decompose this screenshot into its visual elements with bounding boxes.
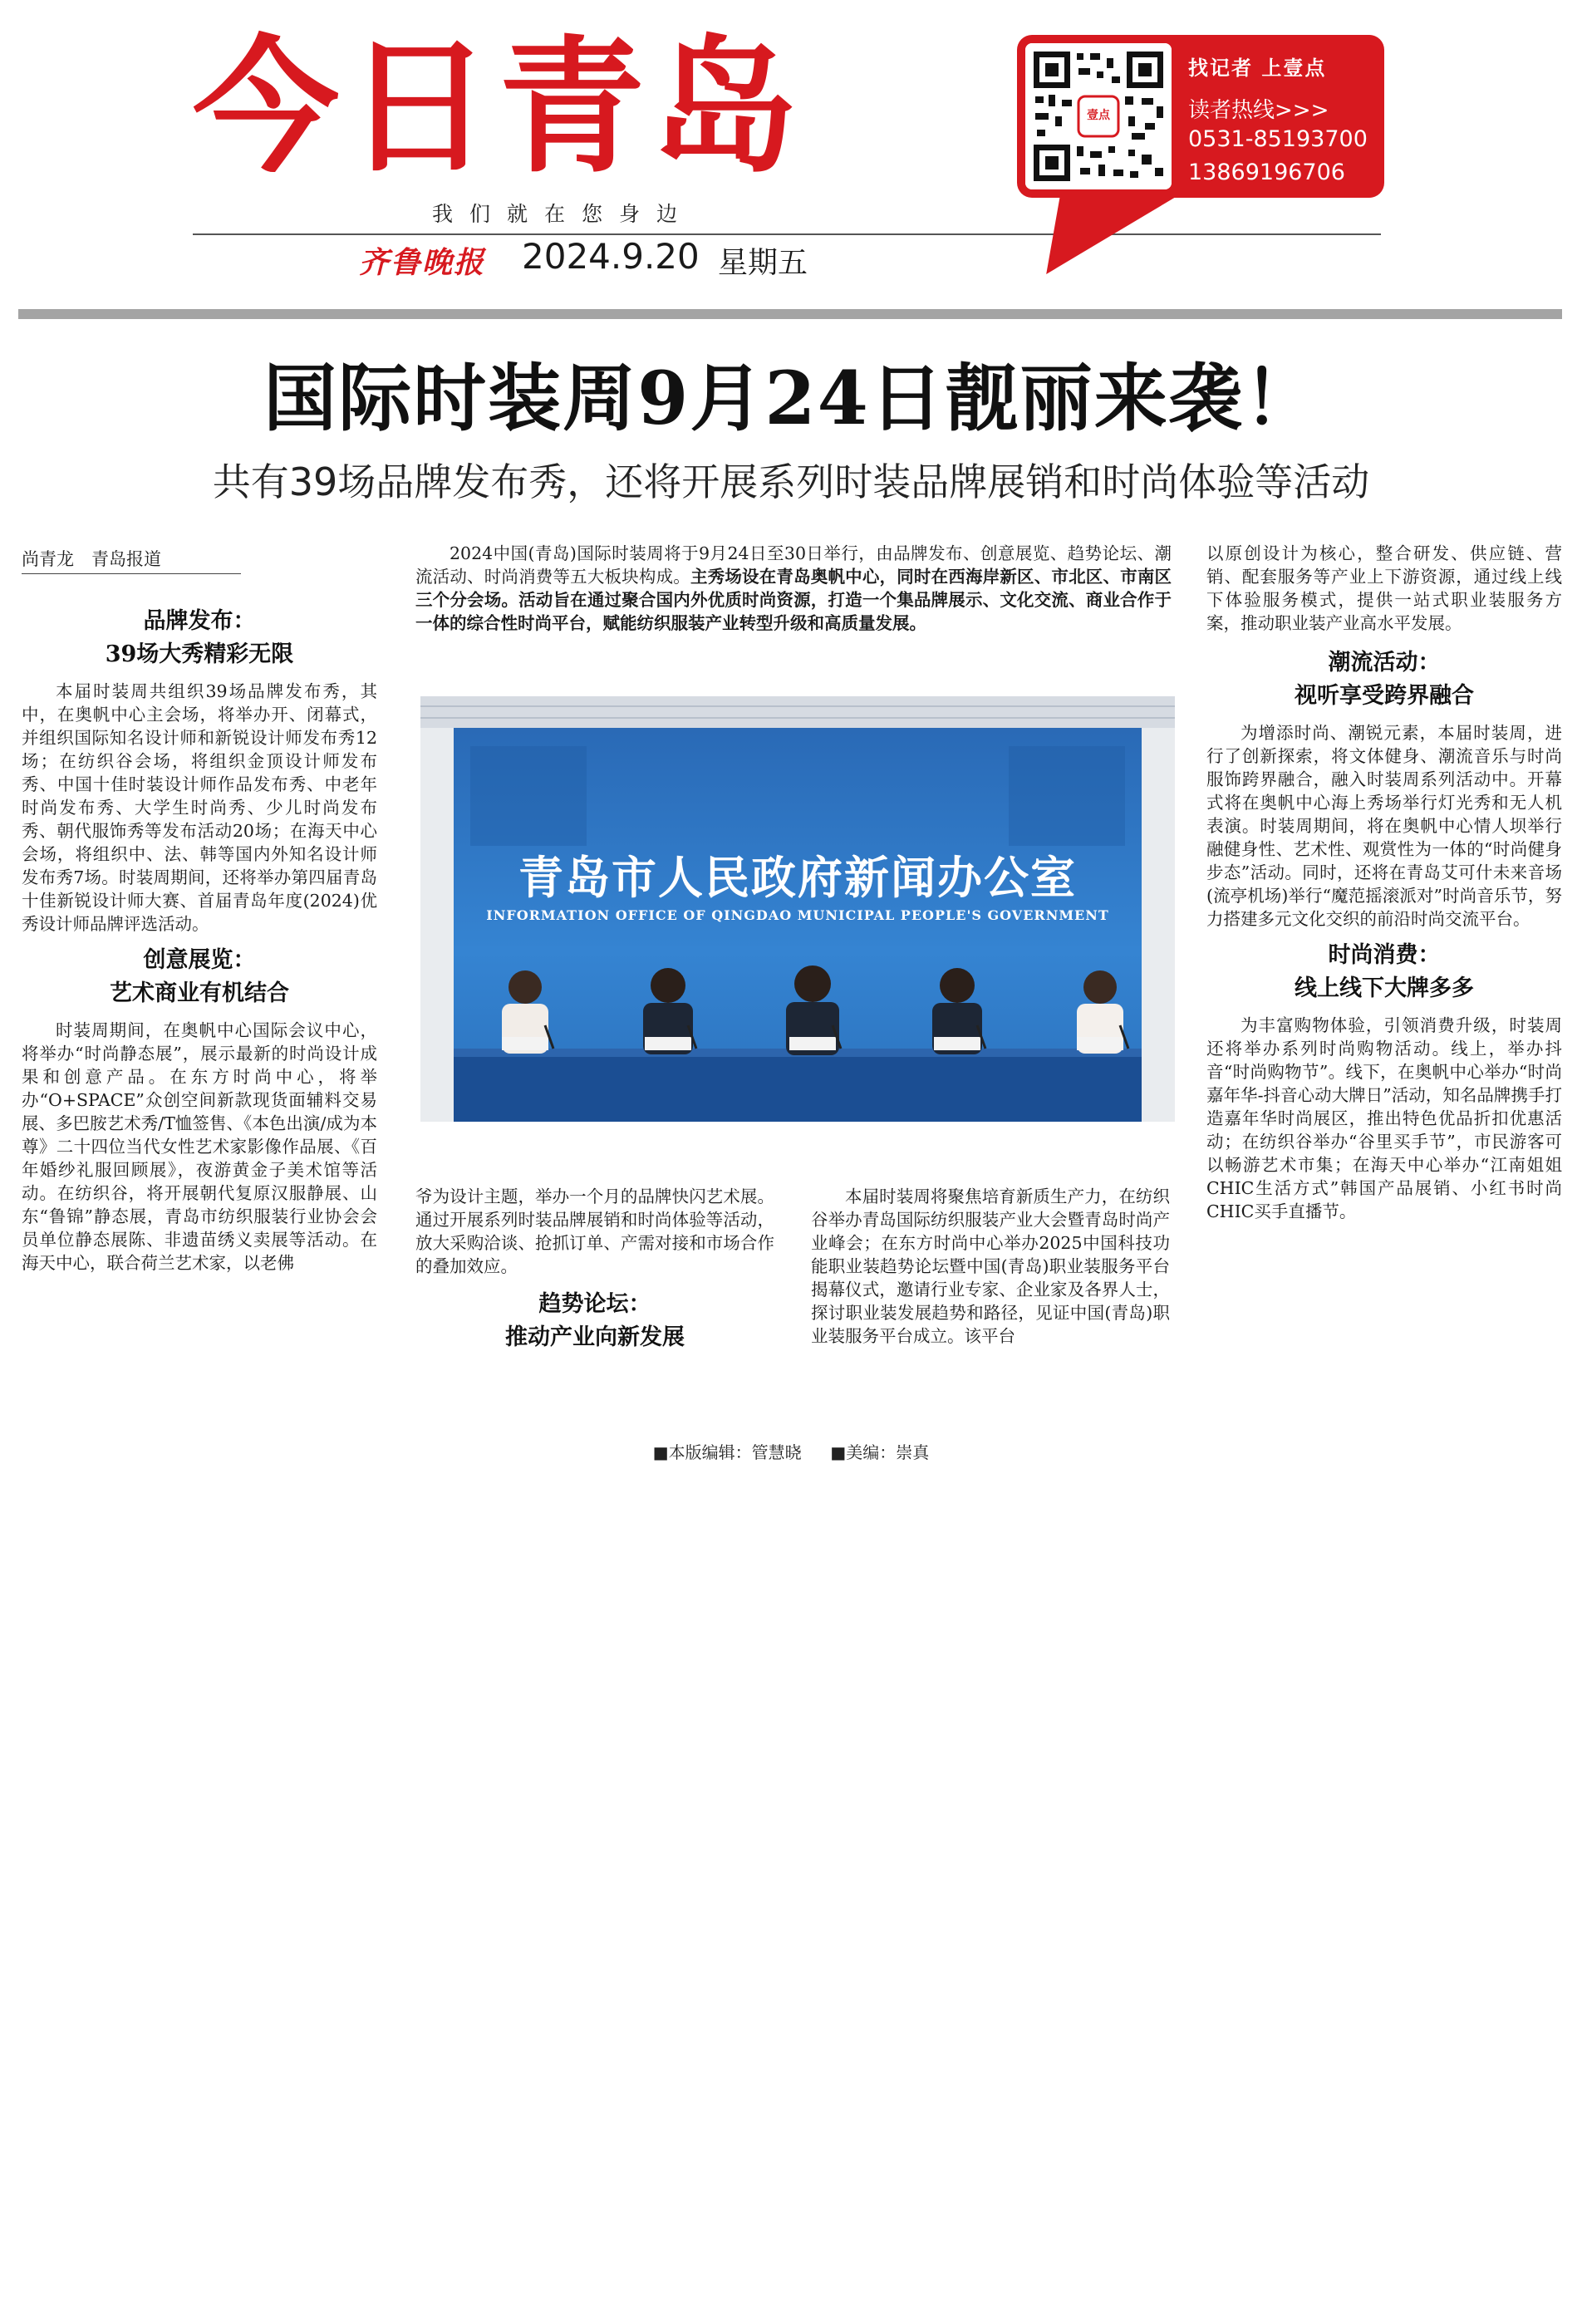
sub-headline: 共有39场品牌发布秀，还将开展系列时装品牌展销和时尚体验等活动	[212, 459, 1370, 504]
qr-code-icon[interactable]	[1025, 43, 1172, 189]
section-subtitle-creative: 艺术商业有机结合	[110, 980, 289, 1006]
section-title-trend: 趋势论坛：	[538, 1291, 651, 1317]
section-title-trendy: 潮流活动：	[1328, 650, 1441, 676]
section-body-trend-part2: 以原创设计为核心，整合研发、供应链、营销、配套服务等产业上下游资源，通过线上线下体验服务模式，提供一站式职业装服务方案，推动职业装产业高水平发展。	[1206, 543, 1562, 633]
section-title-creative: 创意展览：	[143, 947, 256, 973]
section-subtitle-brand: 39场大秀精彩无限	[105, 641, 294, 667]
masthead-divider	[18, 309, 1562, 319]
photo-sign-english: INFORMATION OFFICE OF QINGDAO MUNICIPAL PEOPLE'S GOVERNMENT	[486, 907, 1109, 923]
section-body-brand: 本届时装周共组织39场品牌发布秀，其中，在奥帆中心主会场，将举办开、闭幕式，并组织国际知名设计师和新锐设计师发布秀12场；在纺织谷会场，将组织金顶设计师发布秀、中国十佳时装设计师作品发布秀、中老年时尚发布秀、大学生时尚秀、少儿时尚发布秀、朝代服饰秀等发布活动20场；在海天中心会场，将组织中、法、韩等国内外知名设计师发布秀7场。时装周期间，还将举办第四届青岛十佳新锐设计师大赛、首届青岛年度(2024)优秀设计师品牌评选活动。	[22, 681, 377, 934]
publication-date: 2024.9.20	[522, 236, 700, 277]
section-body-creative-part1: 时装周期间，在奥帆中心国际会议中心，将举办“时尚静态展”，展示最新的时尚设计成果和创意产品。在东方时尚中心，将举办“O+SPACE”众创空间新款现货面辅料交易展、多巴胺艺术秀/T恤签售、《本色出演/成为本尊》二十四位当代女性艺术家影像作品展、《百年婚纱礼服回顾展》，夜游黄金子美术馆等活动。在纺织谷，将开展朝代复原汉服静展、山东“鲁锦”静态展，青岛市纺织服装行业协会会员单位静态展陈、非遗苗绣义卖展等活动。在海天中心，联合荷兰艺术家，以老佛	[22, 1020, 377, 1273]
photo-sign-chinese: 青岛市人民政府新闻办公室	[518, 852, 1077, 904]
masthead-title: 今日青岛	[193, 22, 805, 193]
section-subtitle-trendy: 视听享受跨界融合	[1295, 683, 1474, 709]
callout-tail	[1046, 191, 1186, 274]
lead-text-bold: 主秀场设在青岛奥帆中心，同时在西海岸新区、市北区、市南区三个分会场。活动旨在通过聚合国内外优质时尚资源，打造一个集品牌展示、文化交流、商业合作于一体的综合性时尚平台，赋能纺织服装产业转型升级和高质量发展。	[415, 567, 1172, 633]
section-subtitle-consume: 线上线下大牌多多	[1295, 975, 1474, 1001]
section-title-consume: 时尚消费：	[1328, 942, 1441, 968]
right-column	[1206, 542, 1562, 1223]
callout-phone-1: 0531-85193700	[1188, 126, 1368, 152]
section-body-trendy: 为增添时尚、潮锐元素，本届时装周，进行了创新探索，将文体健身、潮流音乐与时尚服饰跨界融合，融入时装周系列活动中。开幕式将在奥帆中心海上秀场举行灯光秀和无人机表演。时装周期间，将在奥帆中心情人坝举行融健身性、艺术性、观赏性为一体的“时尚健身步态”活动。同时，还将在青岛艾可什未来音场(流亭机场)举行“魔范摇滚派对”时尚音乐节，努力搭建多元文化交织的前沿时尚交流平台。	[1206, 723, 1562, 929]
center-right-column	[811, 1185, 1170, 1348]
section-body-consume: 为丰富购物体验，引领消费升级，时装周还将举办系列时尚购物活动。线上，举办抖音“时尚购物节”。线下，在奥帆中心举办“时尚嘉年华-抖音心动大牌日”活动，知名品牌携手打造嘉年华时尚展区，推出特色优品折扣优惠活动；在纺织谷举办“谷里买手节”，市民游客可以畅游艺术市集；在海天中心举办“江南姐姐CHIC生活方式”韩国产品展销、小红书时尚CHIC买手直播节。	[1206, 1015, 1562, 1221]
section-body-trend-part1: 本届时装周将聚焦培育新质生产力，在纺织谷举办青岛国际纺织服装产业大会暨青岛时尚产业峰会；在东方时尚中心举办2025中国科技功能职业装趋势论坛暨中国(青岛)职业装服务平台揭幕仪式，邀请行业专家、企业家及各界人士，探讨职业装发展趋势和路径，见证中国(青岛)职业装服务平台成立。该平台	[811, 1187, 1170, 1346]
credit-editor: ■本版编辑：管慧晓	[652, 1442, 802, 1462]
callout-find-reporter: 找记者 上壹点	[1188, 57, 1327, 80]
qr-badge-label: 壹点	[1087, 109, 1110, 122]
callout-hotline-label: 读者热线>>>	[1188, 98, 1329, 123]
byline: 尚青龙 青岛报道	[22, 547, 241, 574]
left-column	[22, 605, 377, 1275]
page-credits	[0, 1439, 1582, 1463]
lead-text: 2024中国(青岛)国际时装周将于9月24日至30日举行，由品牌发布、创意展览、趋势论坛、潮流活动、时尚消费等五大板块构成。	[415, 543, 1172, 587]
credit-designer: ■美编：崇真	[830, 1442, 930, 1462]
center-left-column	[415, 1185, 774, 1363]
section-subtitle-trend: 推动产业向新发展	[505, 1324, 685, 1350]
lead-paragraph	[415, 542, 1172, 635]
brand-logo: 齐鲁晚报	[359, 245, 486, 280]
masthead-slogan: 我们就在您身边	[432, 202, 695, 226]
masthead-rule	[193, 233, 1381, 235]
section-body-creative-part2: 爷为设计主题，举办一个月的品牌快闪艺术展。通过开展系列时装品牌展销和时尚体验等活动，放大采购洽谈、抢抓订单、产需对接和市场合作的叠加效应。	[415, 1187, 774, 1276]
main-headline: 国际时装周9月24日靓丽来袭！	[263, 355, 1319, 441]
callout-phone-2: 13869196706	[1188, 160, 1345, 185]
section-title-brand: 品牌发布：	[143, 608, 256, 634]
press-conference-photo	[420, 696, 1175, 1122]
publication-weekday: 星期五	[718, 246, 808, 280]
